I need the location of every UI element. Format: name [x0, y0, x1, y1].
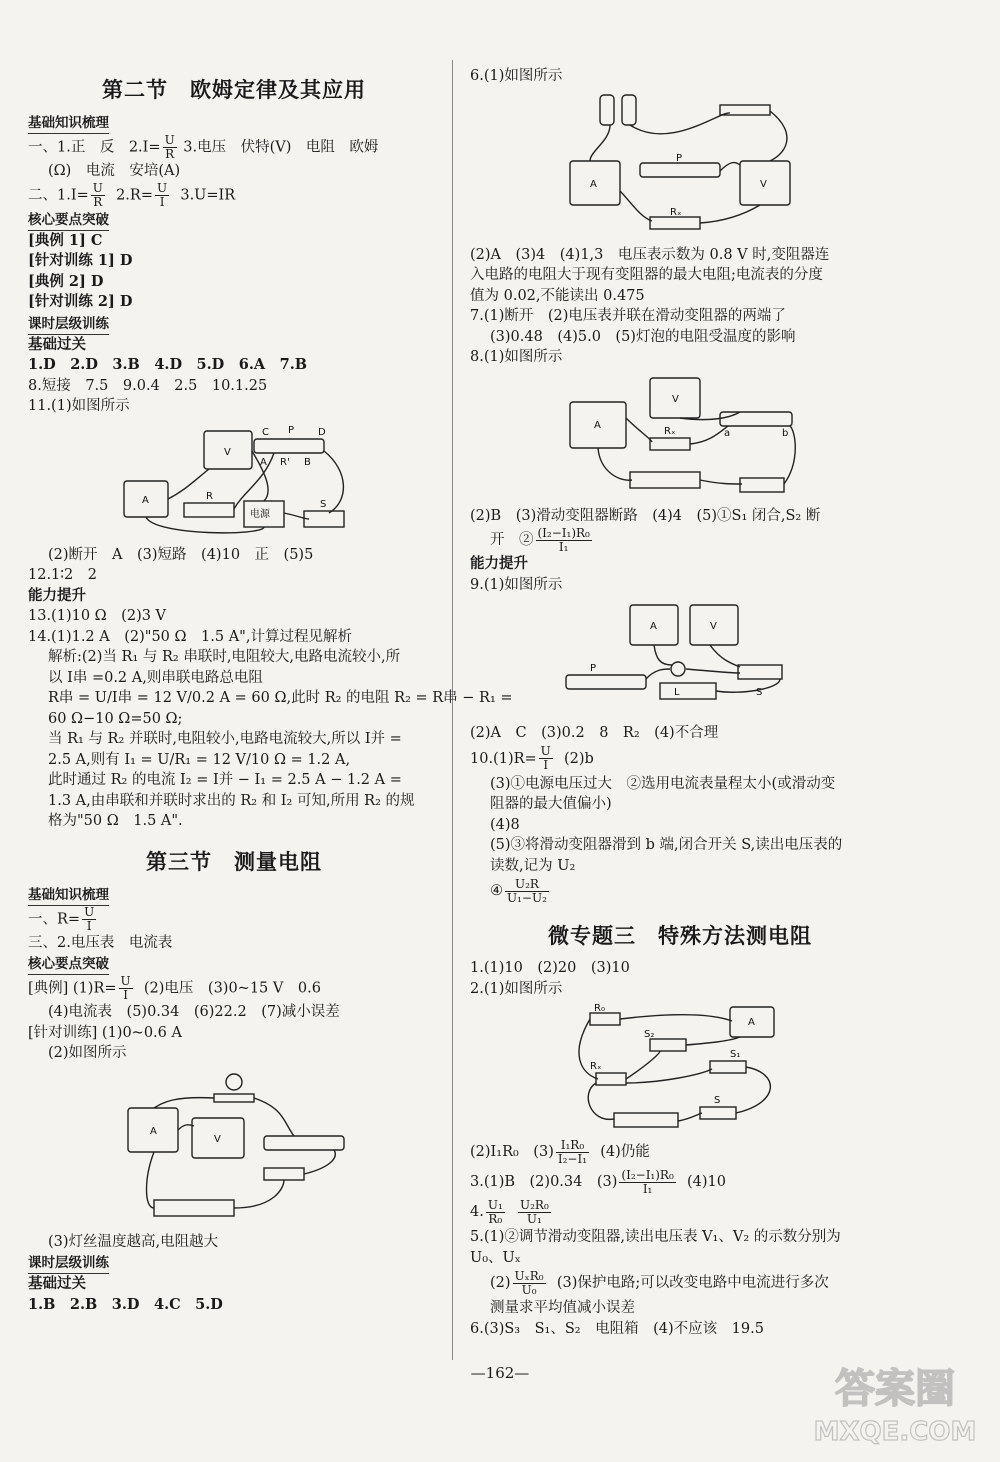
fraction: $\frac{U}{R}$ [164, 133, 175, 161]
circuit-figure-special [570, 1003, 790, 1133]
answer-line: 14.(1)1.2 A (2)"50 Ω 1.5 A",计算过程见解析 [28, 628, 352, 645]
answer-line: (5)③将滑动变阻器滑到 b 端,闭合开关 S,读出电压表的 [490, 837, 843, 853]
right-column [470, 58, 890, 1339]
circuit-figure-8 [560, 372, 800, 502]
svg-text:B: B [304, 456, 311, 468]
svg-text:Rₓ: Rₓ [664, 425, 676, 437]
svg-text:S: S [714, 1095, 721, 1106]
svg-text:V: V [710, 621, 717, 632]
answer-line: 12.1∶2 2 [28, 567, 98, 583]
answer-line: (2)如图所示 [48, 1045, 127, 1061]
answer-line: (Ω) 电流 安培(A) [48, 163, 181, 179]
answer-line: [典例 1] C [28, 231, 103, 249]
answer-line: [针对训练] (1)0~0.6 A [28, 1024, 182, 1041]
answer-line: (2)A C (3)0.2 8 R₂ (4)不合理 [470, 725, 719, 741]
column-divider [452, 60, 453, 1360]
analysis-line: 当 R₁ 与 R₂ 并联时,电阻较小,电路电流较大,所以 I并 = [48, 731, 402, 747]
answer-line: 6.(1)如图所示 [470, 68, 563, 84]
subheading-ability: 能力提升 [470, 555, 528, 572]
answer-line: 开 ② $\frac{\text{(I₂−I₁)R₀}}{\text{I₁}}$ [490, 525, 590, 554]
subheading-core: 核心要点突破 [28, 210, 109, 231]
svg-text:V: V [224, 446, 231, 458]
svg-text:R': R' [280, 456, 290, 468]
svg-text:S: S [320, 498, 327, 510]
svg-text:V: V [214, 1133, 221, 1145]
svg-text:A: A [142, 494, 149, 506]
subheading-lesson-training: 课时层级训练 [28, 314, 109, 335]
subheading-basics: 基础知识梳理 [28, 113, 109, 134]
answer-line: (2)A (3)4 (4)1,3 电压表示数为 0.8 V 时,变阻器连 [470, 246, 830, 263]
answer-line: (3)灯丝温度越高,电阻越大 [48, 1233, 219, 1250]
subheading-ability: 能力提升 [28, 586, 86, 604]
answer-line: 读数,记为 U₂ [490, 857, 576, 874]
answer-line: 13.(1)10 Ω (2)3 V [28, 608, 167, 624]
answer-line: (3)0.48 (4)5.0 (5)灯泡的电阻受温度的影响 [490, 328, 796, 345]
answer-line: (4)8 [490, 816, 520, 833]
subheading-basic-pass: 基础过关 [28, 335, 86, 353]
svg-text:b: b [782, 427, 789, 439]
answer-line: 二、1.I= $\frac{U}{R}$ 2.R= $\frac{U}{I}$ 3.U=IR [28, 180, 236, 209]
svg-text:Rₓ: Rₓ [590, 1061, 602, 1072]
answer-line: 一、R= $\frac{U}{I}$ [28, 904, 95, 933]
subheading-core: 核心要点突破 [28, 954, 109, 975]
page-number: —162— [470, 1364, 530, 1382]
watermark-logo [810, 1350, 980, 1450]
answer-line: 9.(1)如图所示 [470, 576, 563, 593]
answer-line: 2.(1)如图所示 [470, 980, 563, 997]
svg-text:A: A [260, 456, 267, 468]
answer-line: 11.(1)如图所示 [28, 398, 130, 414]
answer-line: [针对训练 1] D [28, 252, 133, 269]
svg-text:MXQE.COM: MXQE.COM [813, 1417, 977, 1447]
svg-text:L: L [674, 687, 680, 698]
svg-text:P: P [676, 152, 683, 164]
svg-text:P: P [590, 663, 597, 674]
circuit-figure-measure [114, 1068, 354, 1228]
answer-line: 一、1.正 反 2.I= $\frac{U}{R}$ 3.电压 伏特(V) 电阻 欧姆 [28, 133, 379, 161]
subheading-basics: 基础知识梳理 [28, 885, 109, 906]
section-title-measure-resistance: 第三节 测量电阻 [146, 849, 322, 874]
answer-line: 三、2.电压表 电流表 [28, 934, 173, 951]
answer-line: 7.(1)断开 (2)电压表并联在滑动变阻器的两端了 [470, 308, 786, 324]
answer-line: 阻器的最大值偏小) [490, 796, 612, 812]
answer-line: U₀、Uₓ [470, 1249, 521, 1266]
analysis-line: R串 = U/I串 = 12 V/0.2 A = 60 Ω,此时 R₂ 的电阻 R₂ = R串 − R₁ = [48, 690, 513, 706]
analysis-line: 2.5 A,则有 I₁ = U/R₁ = 12 V/10 Ω = 1.2 A, [48, 751, 351, 768]
svg-text:a: a [724, 427, 731, 439]
svg-text:P: P [288, 424, 295, 436]
svg-text:V: V [760, 178, 767, 190]
svg-text:S: S [756, 687, 763, 698]
answer-line: [针对训练 2] D [28, 293, 133, 310]
answer-line: 3.(1)B (2)0.34 (3) $\frac{\text{(I₂−I₁)R₀}}{\text{I₁}}$ (4)10 [470, 1167, 726, 1196]
answer-line: 8.(1)如图所示 [470, 349, 563, 365]
answer-line: 1.(1)10 (2)20 (3)10 [470, 960, 630, 976]
answer-line: 1.B 2.B 3.D 4.C 5.D [28, 1295, 223, 1313]
answer-line: 4. $\frac{\text{U₁}}{\text{R₀}}$ $\frac{\text{U₂R₀}}{\text{U₁}}$ [470, 1197, 549, 1226]
svg-text:Rₓ: Rₓ [670, 206, 682, 218]
svg-text:答案圈: 答案圈 [835, 1366, 955, 1412]
answer-line: 6.(3)S₃ S₁、S₂ 电阻箱 (4)不应该 19.5 [470, 1320, 764, 1337]
section-title-ohms-law: 第二节 欧姆定律及其应用 [102, 78, 366, 102]
svg-text:C: C [262, 426, 269, 438]
section-title-special-methods: 微专题三 特殊方法测电阻 [548, 924, 812, 948]
answer-line: [典例] (1)R= $\frac{U}{I}$ (2)电压 (3)0~15 V 0.6 [28, 974, 321, 1002]
analysis-line: 以 I串 =0.2 A,则串联电路总电阻 [48, 669, 263, 686]
analysis-line: 解析:(2)当 R₁ 与 R₂ 串联时,电阻较大,电路电流较小,所 [48, 649, 401, 665]
svg-text:A: A [150, 1125, 157, 1137]
answer-line: (4)电流表 (5)0.34 (6)22.2 (7)减小误差 [48, 1004, 340, 1020]
answer-line: 8.短接 7.5 9.0.4 2.5 10.1.25 [28, 377, 268, 394]
svg-text:V: V [672, 393, 679, 405]
subheading-lesson-training: 课时层级训练 [28, 1253, 109, 1274]
svg-text:R: R [206, 490, 213, 502]
svg-text:S₂: S₂ [644, 1029, 655, 1040]
answer-line: (3)①电源电压过大 ②选用电流表量程太小(或滑动变 [490, 775, 836, 792]
answer-line: 1.D 2.D 3.B 4.D 5.D 6.A 7.B [28, 356, 308, 373]
svg-text:R₀: R₀ [594, 1003, 605, 1014]
analysis-line: 1.3 A,由串联和并联时求出的 R₂ 和 I₂ 可知,所用 R₂ 的规 [48, 792, 415, 809]
answer-line: 值为 0.02,不能读出 0.475 [470, 287, 645, 304]
svg-text:S₁: S₁ [730, 1049, 741, 1060]
answer-line: (2)I₁R₀ (3) $\frac{\text{I₁R₀}}{\text{I₂−I₁}}$ (4)仍能 [470, 1137, 650, 1166]
analysis-line: 格为"50 Ω 1.5 A". [48, 813, 183, 829]
analysis-line: 此时通过 R₂ 的电流 I₂ = I并 − I₁ = 2.5 A − 1.2 A = [48, 772, 402, 788]
svg-text:A: A [590, 178, 597, 190]
answer-line: (2)B (3)滑动变阻器断路 (4)4 (5)①S₁ 闭合,S₂ 断 [470, 507, 821, 524]
svg-text:电源: 电源 [250, 508, 270, 520]
subheading-basic-pass: 基础过关 [28, 1275, 86, 1292]
answer-line: (2) UₓR₀ U₀ (3)保护电路;可以改变电路中电流进行多次 [490, 1268, 829, 1297]
answer-line: 入电路的电阻大于现有变阻器的最大电阻;电流表的分度 [470, 267, 823, 283]
answer-line: 5.(1)②调节滑动变阻器,读出电压表 V₁、V₂ 的示数分别为 [470, 1229, 841, 1245]
answer-line: (2)断开 A (3)短路 (4)10 正 (5)5 [48, 546, 314, 563]
answer-line: 测量求平均值减小误差 [490, 1300, 635, 1316]
answer-line: [典例 2] D [28, 272, 104, 290]
svg-text:A: A [748, 1017, 755, 1028]
svg-text:A: A [650, 621, 657, 632]
circuit-figure-11 [114, 421, 354, 541]
circuit-figure-9 [560, 599, 800, 719]
svg-text:D: D [318, 426, 326, 438]
analysis-line: 60 Ω−10 Ω=50 Ω; [48, 710, 183, 727]
circuit-figure-6 [560, 91, 800, 241]
answer-line: 10.(1)R= $\frac{U}{I}$ (2)b [470, 744, 594, 772]
answer-line: ④ $\frac{\text{U₂R}}{\text{U₁−U₂}}$ [490, 876, 547, 905]
svg-text:A: A [594, 419, 601, 431]
